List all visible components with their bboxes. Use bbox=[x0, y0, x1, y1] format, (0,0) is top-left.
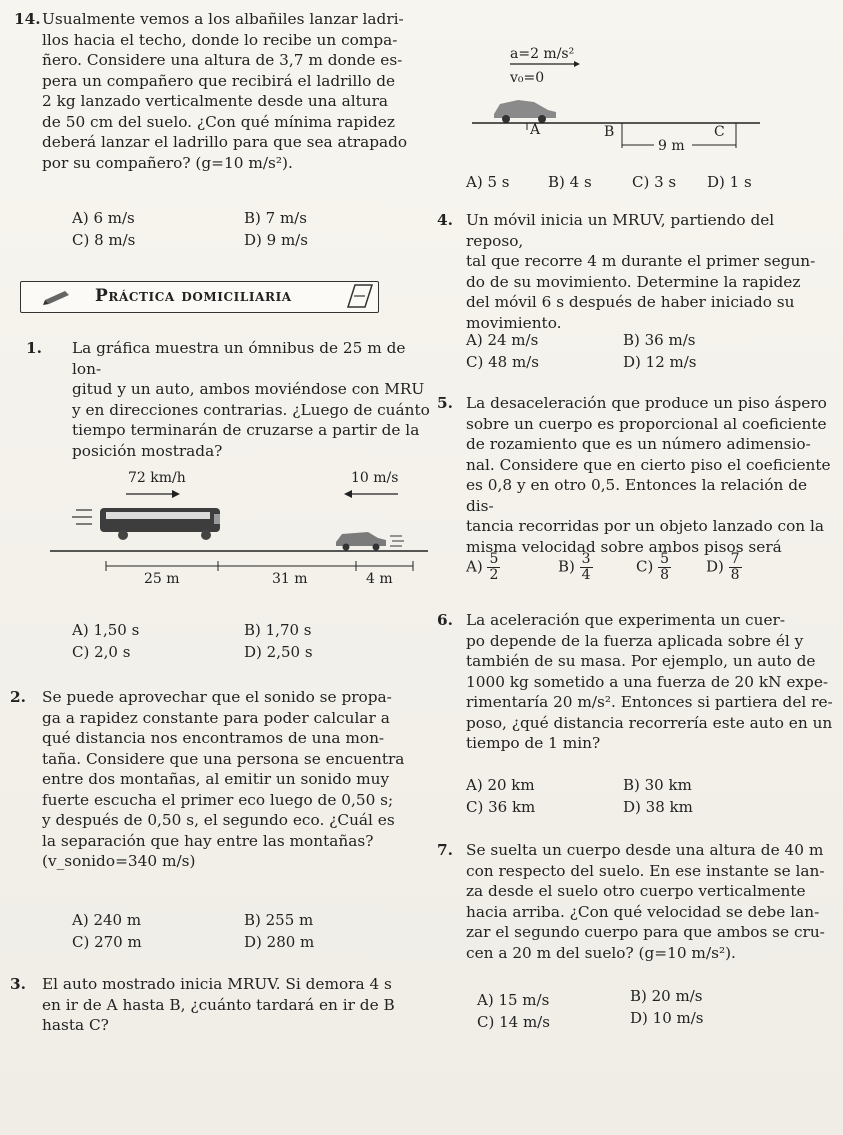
book-icon bbox=[346, 283, 374, 309]
problem-4-text bbox=[466, 210, 836, 333]
acceleration-label: a=2 m/s² bbox=[510, 46, 575, 62]
option-a: A) 15 m/s bbox=[477, 991, 550, 1009]
option-b: B) $\frac{3}{4}$ bbox=[558, 551, 591, 583]
text-line: 2 kg lanzado verticalmente desde una altura bbox=[42, 92, 389, 110]
text-line: entre dos montañas, al emitir un sonido muy bbox=[42, 770, 390, 788]
problem-6-text bbox=[466, 610, 836, 754]
homework-banner bbox=[20, 281, 379, 313]
bus-illustration bbox=[72, 508, 220, 540]
text-line: La aceleración que experimenta un cuer- bbox=[466, 611, 785, 629]
option-b: B) 36 m/s bbox=[623, 331, 696, 349]
text-line: nal. Considere que en cierto piso el coeficiente bbox=[466, 455, 831, 474]
text-line: tiempo de 1 min? bbox=[466, 734, 601, 752]
distance-label-car: 4 m bbox=[366, 571, 393, 587]
text-line: za desde el suelo otro cuerpo verticalmente bbox=[466, 882, 806, 900]
problem-3-text bbox=[42, 974, 432, 1036]
option-a: A) 24 m/s bbox=[466, 331, 539, 349]
text-line: en ir de A hasta B, ¿cuánto tardará en ir de B bbox=[42, 995, 395, 1014]
option-d: D) $\frac{7}{8}$ bbox=[706, 551, 740, 583]
option-a: A) 6 m/s bbox=[72, 209, 135, 227]
text-line: del móvil 6 s después de haber iniciado su bbox=[466, 293, 795, 311]
problem-6-number: 6. bbox=[437, 611, 453, 629]
option-a: A) 5 s bbox=[466, 173, 510, 191]
text-line: El auto mostrado inicia MRUV. Si demora 4 s bbox=[42, 975, 392, 993]
option-d: D) 280 m bbox=[244, 933, 315, 951]
point-a-label: A bbox=[530, 122, 541, 138]
option-c: C) 270 m bbox=[72, 933, 142, 951]
problem-4-number: 4. bbox=[437, 211, 453, 229]
text-line: por su compañero? (g=10 m/s²). bbox=[42, 153, 293, 172]
point-b-label: B bbox=[604, 124, 615, 140]
option-d: D) 2,50 s bbox=[244, 643, 313, 661]
text-line: cen a 20 m del suelo? (g=10 m/s²). bbox=[466, 943, 736, 962]
problem-7-number: 7. bbox=[437, 841, 453, 859]
text-line: de rozamiento que es un número adimensio- bbox=[466, 435, 811, 453]
text-line: qué distancia nos encontramos de una mon- bbox=[42, 729, 385, 747]
option-d: D) 10 m/s bbox=[630, 1009, 704, 1027]
text-line: tiempo terminarán de cruzarse a partir de la bbox=[72, 421, 420, 439]
option-c: C) 36 km bbox=[466, 798, 536, 816]
option-b: B) 7 m/s bbox=[244, 209, 307, 227]
option-b: B) 4 s bbox=[548, 173, 592, 191]
text-line: posición mostrada? bbox=[72, 441, 223, 460]
distance-label-gap: 31 m bbox=[272, 571, 308, 587]
text-line: do de su movimiento. Determine la rapidez bbox=[466, 272, 801, 291]
text-line: ga a rapidez constante para poder calcular a bbox=[42, 708, 390, 727]
option-b: B) 30 km bbox=[623, 776, 692, 794]
problem-5-text bbox=[466, 393, 836, 557]
point-c-label: C bbox=[714, 124, 725, 140]
problem-7-text bbox=[466, 840, 836, 963]
text-line: pera un compañero que recibirá el ladrillo de bbox=[42, 71, 396, 90]
text-line: Se puede aprovechar que el sonido se propa- bbox=[42, 688, 392, 706]
option-d: D) 1 s bbox=[707, 173, 752, 191]
text-line: La gráfica muestra un ómnibus de 25 m de lon- bbox=[72, 339, 406, 378]
option-b: B) 20 m/s bbox=[630, 987, 703, 1005]
problem-5-number: 5. bbox=[437, 394, 453, 412]
problem-3-number: 3. bbox=[10, 975, 26, 993]
option-c: C) 2,0 s bbox=[72, 643, 131, 661]
text-line: gitud y un auto, ambos moviéndose con MRU bbox=[72, 380, 425, 398]
text-line: Se suelta un cuerpo desde una altura de 40 m bbox=[466, 841, 824, 859]
option-c: C) 8 m/s bbox=[72, 231, 136, 249]
text-line: tal que recorre 4 m durante el primer segun- bbox=[466, 252, 816, 270]
text-line: rimentaría 20 m/s². Entonces si partiera del re- bbox=[466, 693, 833, 711]
text-line: hasta C? bbox=[42, 1016, 109, 1034]
text-line: taña. Considere que una persona se encuentra bbox=[42, 749, 405, 768]
problem-1-text bbox=[72, 338, 432, 461]
option-a: A) $\frac{5}{2}$ bbox=[466, 551, 499, 583]
car-speed-label: 10 m/s bbox=[351, 470, 399, 486]
car-illustration bbox=[336, 532, 404, 551]
problem-14-number: 14. bbox=[14, 10, 41, 28]
option-b: B) 1,70 s bbox=[244, 621, 312, 639]
option-d: D) 38 km bbox=[623, 798, 693, 816]
text-line: movimiento. bbox=[466, 313, 562, 332]
car-illustration bbox=[494, 100, 556, 123]
option-d: D) 9 m/s bbox=[244, 231, 308, 249]
distance-label-bus: 25 m bbox=[144, 571, 180, 587]
text-line: ñero. Considere una altura de 3,7 m donde es- bbox=[42, 51, 403, 69]
bus-car-figure bbox=[48, 462, 438, 602]
text-line: hacia arriba. ¿Con qué velocidad se debe lan- bbox=[466, 902, 820, 921]
problem-1-number: 1. bbox=[26, 339, 42, 357]
text-line: de 50 cm del suelo. ¿Con qué mínima rapidez bbox=[42, 112, 395, 131]
text-line: llos hacia el techo, donde lo recibe un compa- bbox=[42, 30, 398, 49]
mruv-car-figure bbox=[470, 40, 770, 160]
text-line: Usualmente vemos a los albañiles lanzar ladri- bbox=[42, 10, 404, 28]
text-line: con respecto del suelo. En ese instante se lan- bbox=[466, 861, 825, 880]
problem-2-text bbox=[42, 687, 432, 872]
initial-velocity-label: v₀=0 bbox=[510, 70, 545, 86]
text-line: poso, ¿qué distancia recorrería este auto en un bbox=[466, 713, 833, 732]
text-line: también de su masa. Por ejemplo, un auto de bbox=[466, 652, 816, 670]
distance-label: 9 m bbox=[658, 138, 685, 154]
pencil-icon bbox=[43, 285, 83, 307]
text-line: la separación que hay entre las montañas? bbox=[42, 831, 374, 850]
option-d: D) 12 m/s bbox=[623, 353, 697, 371]
option-c: C) 14 m/s bbox=[477, 1013, 550, 1031]
text-line: 1000 kg sometido a una fuerza de 20 kN expe- bbox=[466, 672, 829, 691]
text-line: (v_sonido=340 m/s) bbox=[42, 852, 196, 870]
option-a: A) 240 m bbox=[72, 911, 142, 929]
text-line: y en direcciones contrarias. ¿Luego de cuánto bbox=[72, 400, 430, 419]
text-line: y después de 0,50 s, el segundo eco. ¿Cuál es bbox=[42, 811, 395, 829]
banner-title: Práctica domiciliaria bbox=[95, 286, 292, 306]
bus-speed-label: 72 km/h bbox=[128, 470, 186, 486]
option-c: C) 48 m/s bbox=[466, 353, 539, 371]
text-line: Un móvil inicia un MRUV, partiendo del reposo, bbox=[466, 211, 775, 250]
text-line: tancia recorridas por un objeto lanzado con la bbox=[466, 517, 825, 535]
text-line: es 0,8 y en otro 0,5. Entonces la relación de dis- bbox=[466, 476, 808, 515]
text-line: misma velocidad sobre ambos pisos será bbox=[466, 537, 782, 556]
text-line: sobre un cuerpo es proporcional al coeficiente bbox=[466, 414, 827, 433]
text-line: deberá lanzar el ladrillo para que sea atrapado bbox=[42, 133, 408, 151]
problem-2-number: 2. bbox=[10, 688, 26, 706]
text-line: po depende de la fuerza aplicada sobre él y bbox=[466, 631, 804, 650]
text-line: zar el segundo cuerpo para que ambos se cru- bbox=[466, 923, 825, 941]
option-c: C) $\frac{5}{8}$ bbox=[636, 551, 670, 583]
text-line: fuerte escucha el primer eco luego de 0,50 s; bbox=[42, 790, 394, 809]
text-line: La desaceleración que produce un piso áspero bbox=[466, 394, 827, 412]
option-a: A) 20 km bbox=[466, 776, 535, 794]
distance-axis bbox=[106, 561, 413, 571]
option-c: C) 3 s bbox=[632, 173, 677, 191]
option-b: B) 255 m bbox=[244, 911, 314, 929]
problem-14-text bbox=[42, 9, 422, 173]
option-a: A) 1,50 s bbox=[72, 621, 140, 639]
